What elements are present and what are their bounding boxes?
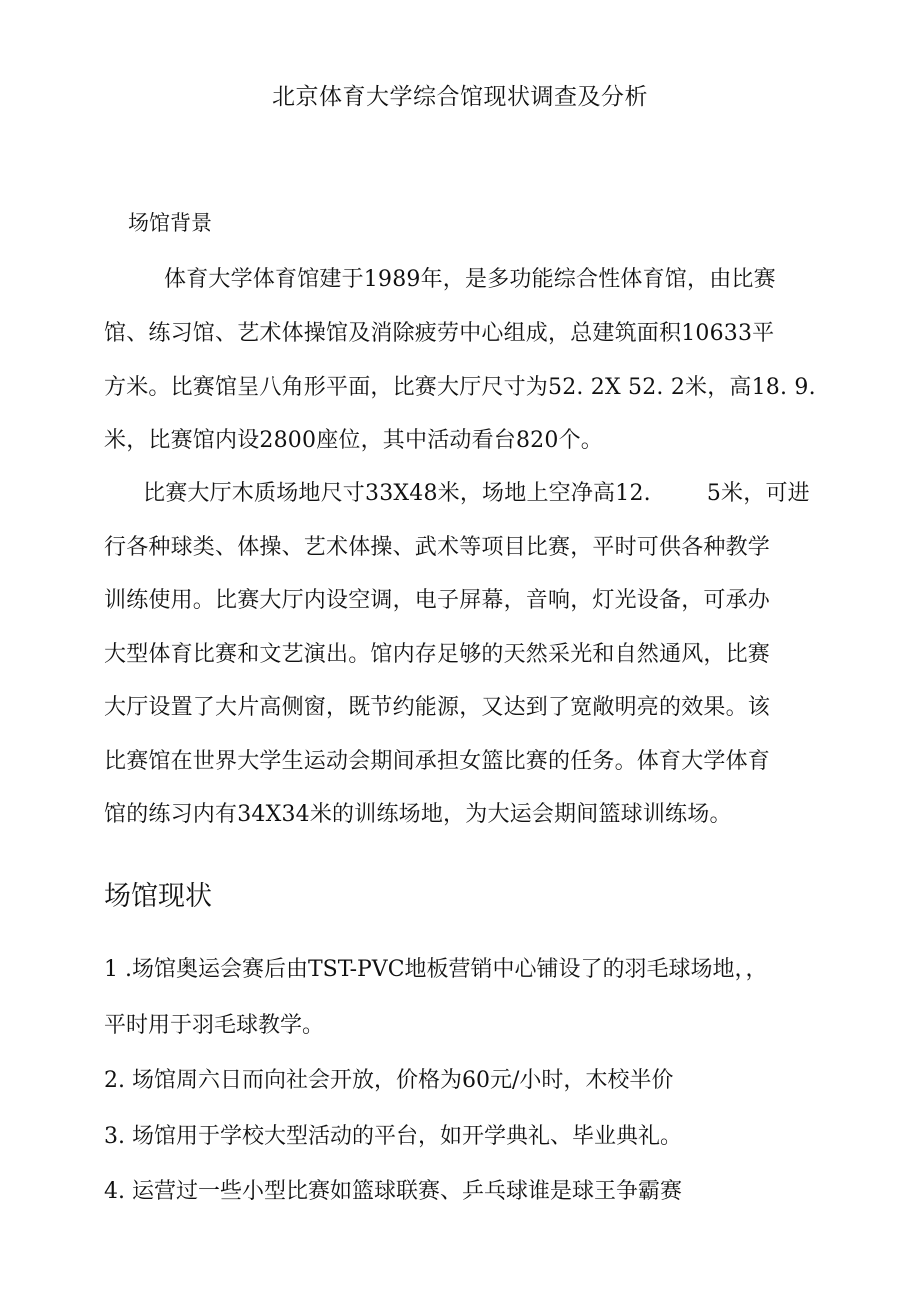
paragraph1-line: 方米。比赛馆呈八角形平面，比赛大厅尺寸为52. 2X 52. 2米，高18. 9. — [104, 375, 816, 400]
paragraph1-line: 体育大学体育馆建于1989年，是多功能综合性体育馆，由比赛 — [164, 267, 776, 292]
status-item-continuation: 平时用于羽毛球教学。 — [104, 1013, 325, 1038]
paragraph2-line1-part2: 5米，可进 — [706, 481, 810, 506]
paragraph2-line: 大厅设置了大片高侧窗，既节约能源，又达到了宽敞明亮的效果。该 — [104, 695, 771, 720]
status-item: 2. 场馆周六日而向社会开放，价格为60元/小时，木校半价 — [104, 1068, 674, 1093]
paragraph2-line: 行各种球类、体操、艺术体操、武术等项目比赛，平时可供各种教学 — [104, 535, 771, 560]
status-item: 3. 场馆用于学校大型活动的平台，如开学典礼、毕业典礼。 — [104, 1124, 682, 1149]
status-item: 4. 运营过一些小型比赛如篮球联赛、乒乓球谁是球王争霸赛 — [104, 1179, 682, 1204]
paragraph2-line: 馆的练习内有34X34米的训练场地，为大运会期间篮球训练场。 — [104, 802, 732, 827]
paragraph2-line: 比赛馆在世界大学生运动会期间承担女篮比赛的任务。体育大学体育 — [104, 749, 771, 774]
section-heading-status: 场馆现状 — [104, 881, 212, 912]
status-item: 1 .场馆奥运会赛后由TST-PVC地板营销中心铺设了的羽毛球场地，， — [104, 957, 768, 982]
paragraph2-line: 大型体育比赛和文艺演出。馆内存足够的天然采光和自然通风，比赛 — [104, 642, 771, 667]
document-title: 北京体育大学综合馆现状调查及分析 — [272, 84, 648, 110]
paragraph2-first-line — [143, 476, 810, 507]
paragraph2-line: 训练使用。比赛大厅内设空调，电子屏幕，音响，灯光设备，可承办 — [104, 588, 771, 613]
paragraph1-line: 米，比赛馆内设2800座位，其中活动看台820个。 — [104, 428, 603, 453]
paragraph1-line: 馆、练习馆、艺术体操馆及消除疲劳中心组成，总建筑面积10633平 — [104, 321, 775, 346]
paragraph2-line1-part1: 比赛大厅木质场地尺寸33X48米，场地上空净高12. — [143, 481, 651, 506]
section-label-background: 场馆背景 — [128, 211, 212, 235]
